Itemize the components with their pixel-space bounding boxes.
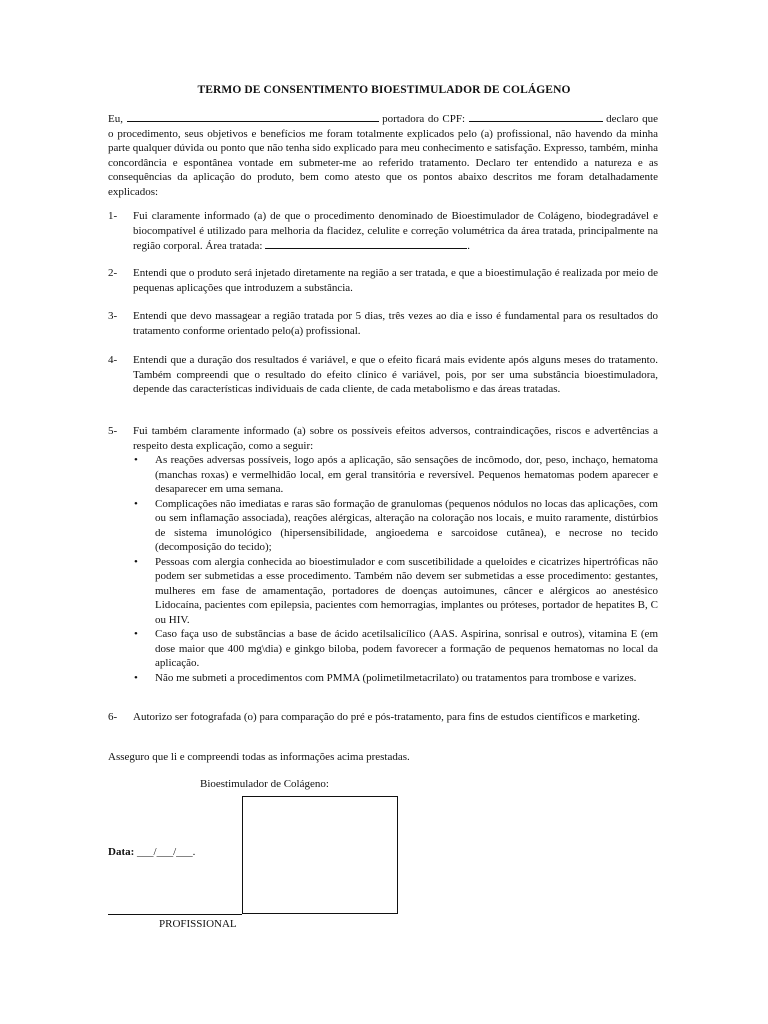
item-number: 1- xyxy=(108,210,118,222)
date-label: Data: xyxy=(108,846,135,858)
professional-signature-line[interactable] xyxy=(108,914,242,915)
item-number: 5- xyxy=(108,425,118,437)
intro-paragraph xyxy=(108,111,658,199)
professional-label: PROFISSIONAL xyxy=(159,918,237,930)
bullet-list xyxy=(133,453,658,685)
list-item xyxy=(133,555,658,628)
bullet-icon: • xyxy=(134,628,138,640)
intro-text-3: declaro que o procedimento, seus objetivos e benefícios me foram totalmente explicados pelo (a) profissional, não havendo da minha parte qualquer dúvida ou ponto que não tenha sido explicado para meu conhecimento e satisfação. Expresso, também, minha concordância e espontânea vontade em submeter-me ao referido tratamento. Declaro ter entendido a natureza e as consequências da aplicação do produto, bem como atesto que os pontos abaixo descritos me foram detalhadamente explicados: xyxy=(108,113,658,198)
bullet-icon: • xyxy=(134,497,138,510)
item-1 xyxy=(108,209,658,254)
assurance-statement: Asseguro que li e compreendi todas as informações acima prestadas. xyxy=(108,751,410,763)
item-number: 2- xyxy=(108,267,118,279)
bullet-text: Pessoas com alergia conhecida ao bioestimulador e com suscetibilidade a queloides e cicatrizes hipertróficas não podem ser submetidas a esse procedimento. Também não devem ser submetidas a esse procedimento: gestantes, mulheres em fase de amamentação, portadores de doenças autoimunes, câncer e alérgicos ao anestésico Lidocaína, pacientes com epilepsia, pacientes com hemorragias, implantes ou próteses, portador de hepatites B, C ou HIV. xyxy=(155,555,658,626)
bullet-icon: • xyxy=(134,555,138,568)
item-number: 3- xyxy=(108,310,118,322)
date-value: ___/___/___. xyxy=(134,846,196,858)
date-field[interactable] xyxy=(108,846,195,858)
item-suffix: . xyxy=(467,240,470,252)
item-5 xyxy=(108,424,658,685)
signature-box[interactable] xyxy=(242,796,398,914)
intro-text-1: Eu, xyxy=(108,113,127,125)
signature-label: Bioestimulador de Colágeno: xyxy=(200,778,329,790)
bullet-text: Caso faça uso de substâncias a base de ácido acetilsalicílico (AAS. Aspirina, sonrisal e outros), vitamina E (em dose maior que 400 mg\dia) e ginkgo biloba, podem favorecer a formação de pequenos hematomas no local da aplicação. xyxy=(155,628,658,669)
list-item xyxy=(133,497,658,555)
treated-area-blank[interactable] xyxy=(265,238,467,249)
item-text: Entendi que devo massagear a região tratada por 5 dias, três vezes ao dia e isso é fundamental para os resultados do tratamento conforme orientado pelo(a) profissional. xyxy=(133,310,658,337)
bullet-text: Complicações não imediatas e raras são formação de granulomas (pequenos nódulos no locas das aplicações, com ou sem inflamação associada), reações alérgicas, alteração na coloração nos locais, e muito raramente, distúrbios de sistema imunológico (hipersensibilidade, angioedema e sarcoidose cutânea), e necrose no tecido (decomposição do tecido); xyxy=(155,497,658,553)
item-6 xyxy=(108,710,658,725)
list-item xyxy=(133,627,658,671)
document-title: TERMO DE CONSENTIMENTO BIOESTIMULADOR DE COLÁGENO xyxy=(197,84,571,96)
item-number: 4- xyxy=(108,354,118,366)
item-text: Fui claramente informado (a) de que o procedimento denominado de Bioestimulador de Colágeno, biodegradável e biocompatível é utilizado para melhoria da flacidez, celulite e correção volumétrica da área tratada, principalmente na região corporal. Área tratada: xyxy=(133,210,658,252)
item-text: Autorizo ser fotografada (o) para comparação do pré e pós-tratamento, para fins de estudos científicos e marketing. xyxy=(133,711,641,723)
bullet-text: As reações adversas possíveis, logo após a aplicação, são sensações de incômodo, dor, peso, inchaço, hematoma (manchas roxas) e vermelhidão local, em geral transitória e reversível. Pequenos hematomas podem aparecer e desaparecer em uma semana. xyxy=(155,454,658,495)
intro-text-2: portadora do CPF: xyxy=(378,113,469,125)
name-blank[interactable] xyxy=(127,111,379,122)
item-4 xyxy=(108,353,658,397)
cpf-blank[interactable] xyxy=(469,111,603,122)
item-text: Entendi que o produto será injetado diretamente na região a ser tratada, e que a bioestimulação é realizada por meio de pequenas aplicações que introduzem a substância. xyxy=(133,267,658,294)
bullet-icon: • xyxy=(134,671,138,684)
item-3 xyxy=(108,309,658,338)
list-item xyxy=(133,671,658,686)
bullet-icon: • xyxy=(134,454,138,466)
list-item xyxy=(133,453,658,497)
item-2 xyxy=(108,266,658,295)
item-number: 6- xyxy=(108,711,118,723)
item-text: Entendi que a duração dos resultados é variável, e que o efeito ficará mais evidente após alguns meses do tratamento. Também compreendi que o resultado do efeito clínico é variável, pois, por ser uma substância bioestimuladora, depende das características individuais de cada cliente, de cada metabolismo e das áreas tratadas. xyxy=(133,354,658,395)
bullet-text: Não me submeti a procedimentos com PMMA (polimetilmetacrilato) ou tratamentos para trombose e varizes. xyxy=(155,671,637,684)
item-text: Fui também claramente informado (a) sobre os possíveis efeitos adversos, contraindicações, riscos e advertências a respeito desta explicação, como a seguir: xyxy=(133,425,658,452)
